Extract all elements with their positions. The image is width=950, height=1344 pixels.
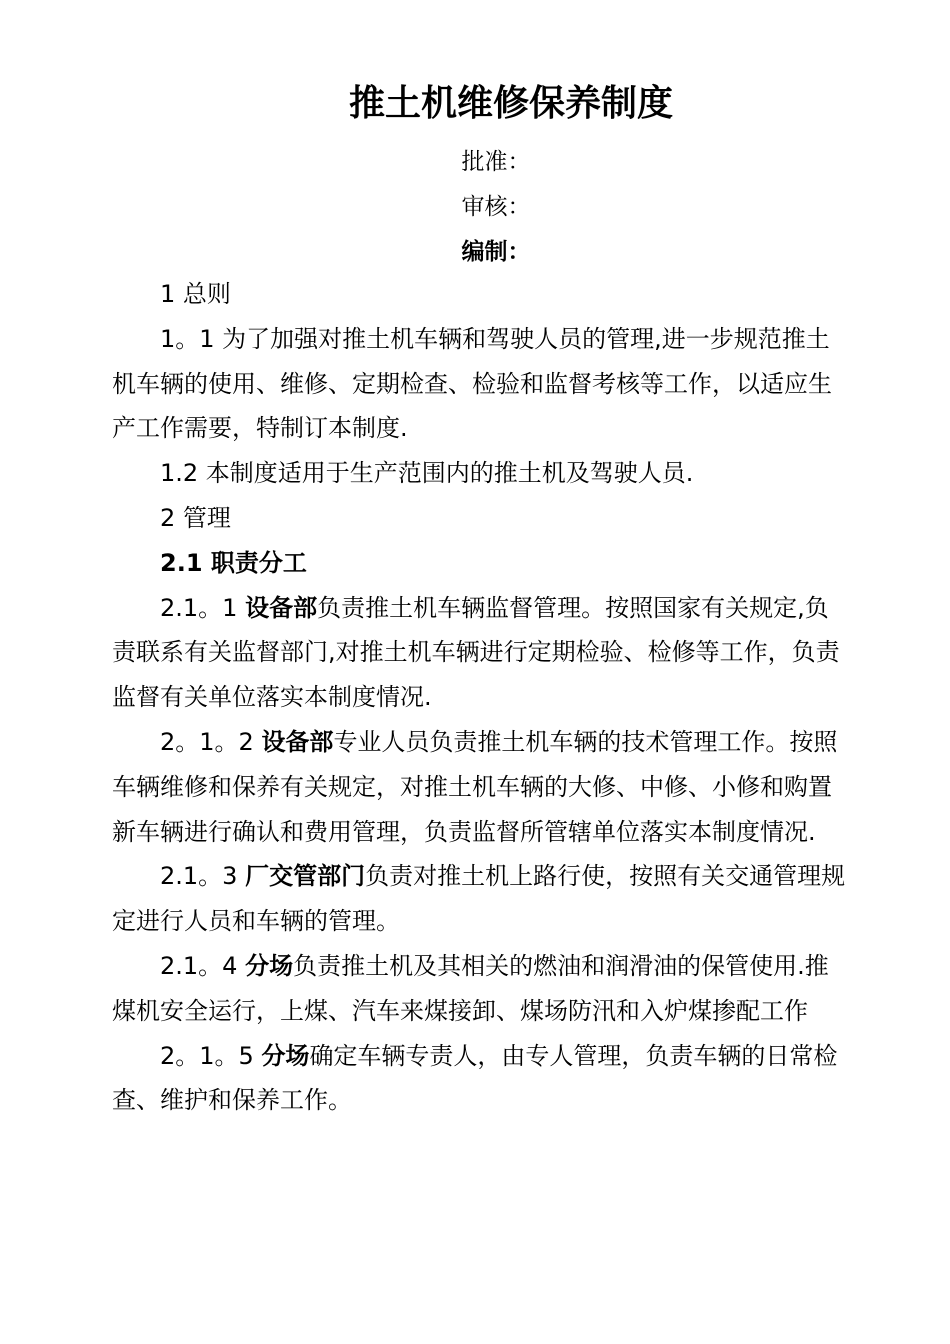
paragraph-number: 2.1。1 [160, 593, 246, 622]
paragraph-number: 2.1。4 [160, 951, 246, 980]
paragraph-2-1-1 [112, 586, 848, 720]
document-body [112, 272, 848, 1123]
subsection-heading-duties-text: 2.1 职责分工 [160, 548, 307, 577]
review-line: 审核： [461, 194, 531, 220]
compile-line: 编制： [461, 239, 531, 265]
paragraph-text: 专业人员负责推土机车辆的技术管理工作。按照车辆维修和保养有关规定，对推土机车辆的大修、中修、小修和购置新车辆进行确认和费用管理，负责监督所管辖单位落实本制度情况. [112, 727, 838, 846]
paragraph-text: 负责推土机车辆监督管理。按照国家有关规定,负责联系有关监督部门,对推土机车辆进行定期检验、检修等工作，负责监督有关单位落实本制度情况. [112, 593, 840, 712]
department-name: 分场 [245, 951, 294, 980]
paragraph-text: 负责对推土机上路行使，按照有关交通管理规定进行人员和车辆的管理。 [112, 862, 846, 936]
paragraph-number: 2。1。2 [160, 727, 262, 756]
paragraph-text: 确定车辆专责人，由专人管理，负责车辆的日常检查、维护和保养工作。 [112, 1041, 838, 1115]
section-heading-management: 2 管理 [160, 503, 231, 532]
section-heading-general: 1 总则 [160, 280, 231, 308]
paragraph-text: 负责推土机及其相关的燃油和润滑油的保管使用.推煤机安全运行，上煤、汽车来煤接卸、煤场防汛和入炉煤掺配工作 [112, 951, 829, 1025]
approve-line: 批准： [461, 149, 531, 175]
paragraph-2-1-4 [112, 944, 848, 1034]
department-name: 分场 [261, 1041, 310, 1070]
paragraph-2-1-5 [112, 1034, 848, 1124]
paragraph-1-1: 1。1 为了加强对推土机车辆和驾驶人员的管理,进一步规范推土机车辆的使用、维修、定期检查、检验和监督考核等工作，以适应生产工作需要，特制订本制度. [112, 324, 832, 443]
department-name: 设备部 [261, 727, 334, 756]
department-name: 厂交管部门 [245, 862, 366, 891]
department-name: 设备部 [245, 593, 318, 622]
paragraph-2-1-3 [112, 854, 848, 944]
document-title: 推土机维修保养制度 [348, 83, 673, 124]
subsection-heading-duties [112, 541, 848, 586]
paragraph-number: 2。1。5 [160, 1041, 262, 1070]
paragraph-number: 2.1。3 [160, 862, 246, 891]
paragraph-2-1-2 [112, 720, 848, 854]
paragraph-1-2: 1.2 本制度适用于生产范围内的推土机及驾驶人员. [160, 459, 694, 488]
